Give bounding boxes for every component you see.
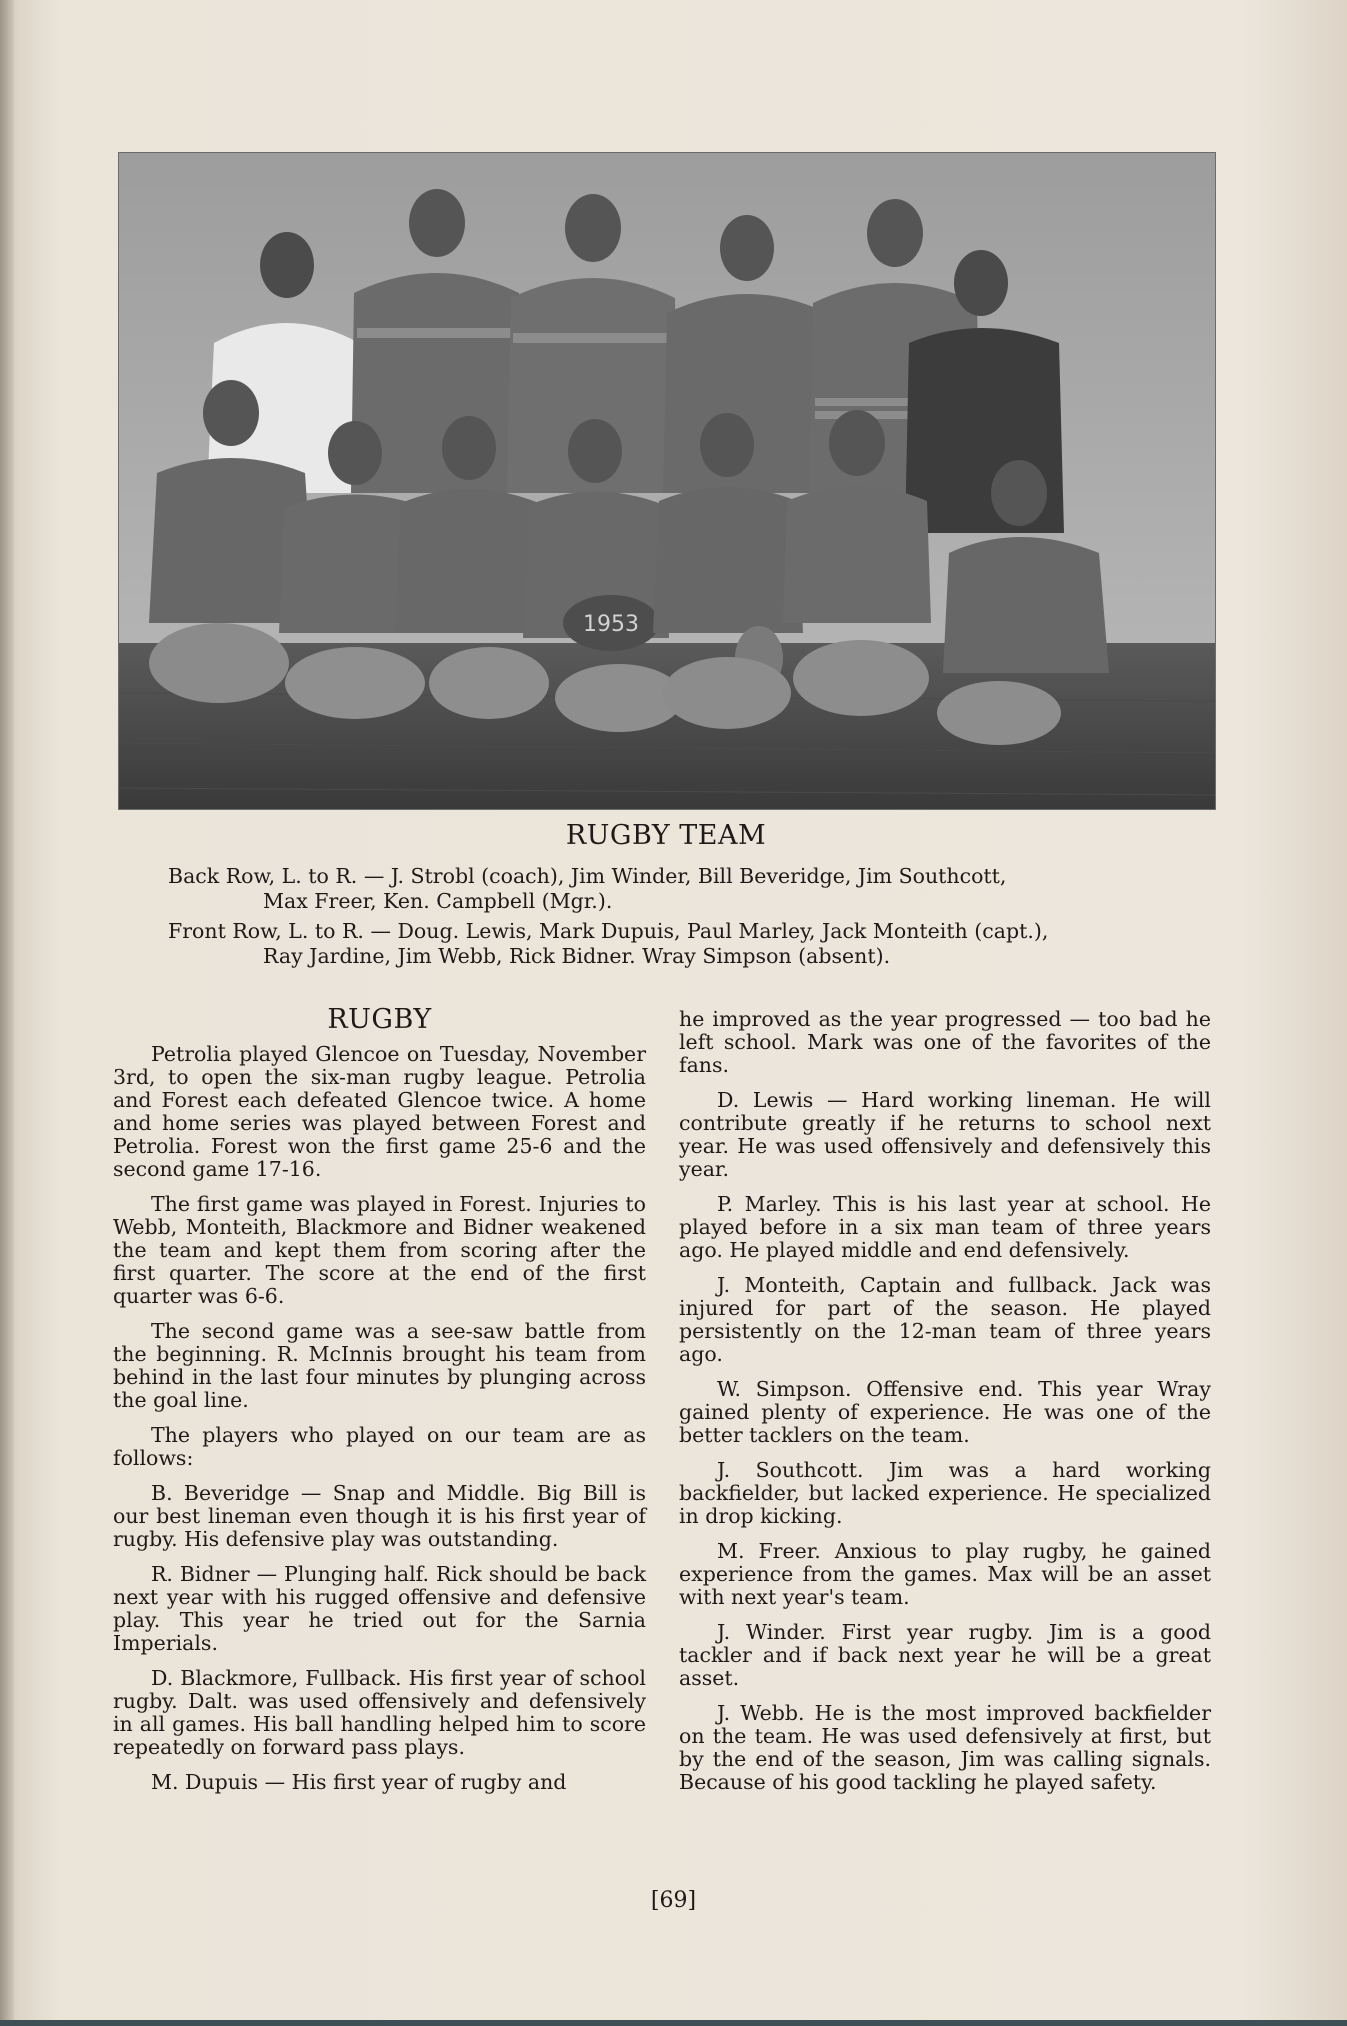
caption-front-row [118, 919, 1214, 969]
page-number: [69] [650, 1888, 697, 1913]
caption-back-row [118, 864, 1214, 914]
page-binding-shadow [0, 0, 14, 2026]
team-photo-illustration [119, 153, 1215, 809]
football-1953-text: 1953 [583, 612, 639, 637]
article-heading: RUGBY [327, 1004, 432, 1035]
article-paragraph: The second game was a see-saw battle from the beginning. R. McInnis brought his team from behind in the last four minutes by plunging across the goal line. [113, 1319, 646, 1412]
article-paragraph: The players who played on our team are as follows: [113, 1423, 646, 1470]
caption-front-row-line-2: Ray Jardine, Jim Webb, Rick Bidner. Wray Simpson (absent). [263, 944, 891, 969]
caption-front-row-line-1: Front Row, L. to R. — Doug. Lewis, Mark Dupuis, Paul Marley, Jack Monteith (capt.), [168, 919, 1049, 944]
player-entry-webb: J. Webb. He is the most improved backfielder on the team. He was used defensively at first, but by the end of the season, Jim was calling signals. Because of his good tackling he played safety. [679, 1701, 1211, 1794]
player-entry-dupuis-continued: he improved as the year progressed — too bad he left school. Mark was one of the favorites of the fans. [679, 1007, 1211, 1077]
player-entry-bidner: R. Bidner — Plunging half. Rick should be back next year with his rugged offensive and defensive play. This year he tried out for the Sarnia Imperials. [113, 1562, 646, 1655]
caption-back-row-line-2: Max Freer, Ken. Campbell (Mgr.). [263, 889, 613, 914]
article-column-left [113, 1004, 646, 1806]
player-entry-winder: J. Winder. First year rugby. Jim is a good tackler and if back next year he will be a great asset. [679, 1620, 1211, 1690]
page-bottom-edge [0, 2020, 1347, 2026]
player-entry-dupuis-start: M. Dupuis — His first year of rugby and [151, 1770, 567, 1794]
player-entry-blackmore: D. Blackmore, Fullback. His first year of school rugby. Dalt. was used offensively and defensively in all games. His ball handling helped him to score repeatedly on forward pass plays. [113, 1666, 646, 1759]
player-entry-beveridge: B. Beveridge — Snap and Middle. Big Bill is our best lineman even though it is his first year of rugby. His defensive play was outstanding. [113, 1481, 646, 1551]
caption-back-row-line-1: Back Row, L. to R. — J. Strobl (coach), Jim Winder, Bill Beveridge, Jim Southcott, [168, 864, 1007, 889]
player-entry-monteith: J. Monteith, Captain and fullback. Jack was injured for part of the season. He played persistently on the 12-man team of three years ago. [679, 1273, 1211, 1366]
photo-caption [118, 820, 1214, 974]
player-entry-lewis: D. Lewis — Hard working lineman. He will contribute greatly if he returns to school next year. He was used offensively and defensively this year. [679, 1088, 1211, 1181]
player-entry-freer: M. Freer. Anxious to play rugby, he gained experience from the games. Max will be an asset with next year's team. [679, 1539, 1211, 1609]
article-column-right [679, 1008, 1211, 1806]
team-photo [118, 152, 1216, 810]
player-entry-simpson: W. Simpson. Offensive end. This year Wray gained plenty of experience. He was one of the better tacklers on the team. [679, 1377, 1211, 1447]
caption-title: RUGBY TEAM [565, 820, 767, 851]
player-entry-southcott: J. Southcott. Jim was a hard working backfielder, but lacked experience. He specialized in drop kicking. [679, 1458, 1211, 1528]
article-paragraph: The first game was played in Forest. Injuries to Webb, Monteith, Blackmore and Bidner weakened the team and kept them from scoring after the first quarter. The score at the end of the first quarter was 6-6. [113, 1192, 646, 1308]
player-entry-marley: P. Marley. This is his last year at school. He played before in a six man team of three years ago. He played middle and end defensively. [679, 1192, 1211, 1262]
article-paragraph: Petrolia played Glencoe on Tuesday, November 3rd, to open the six-man rugby league. Petrolia and Forest each defeated Glencoe twice. A home and home series was played between Forest and Petrolia. Forest won the first game 25-6 and the second game 17-16. [113, 1042, 646, 1181]
